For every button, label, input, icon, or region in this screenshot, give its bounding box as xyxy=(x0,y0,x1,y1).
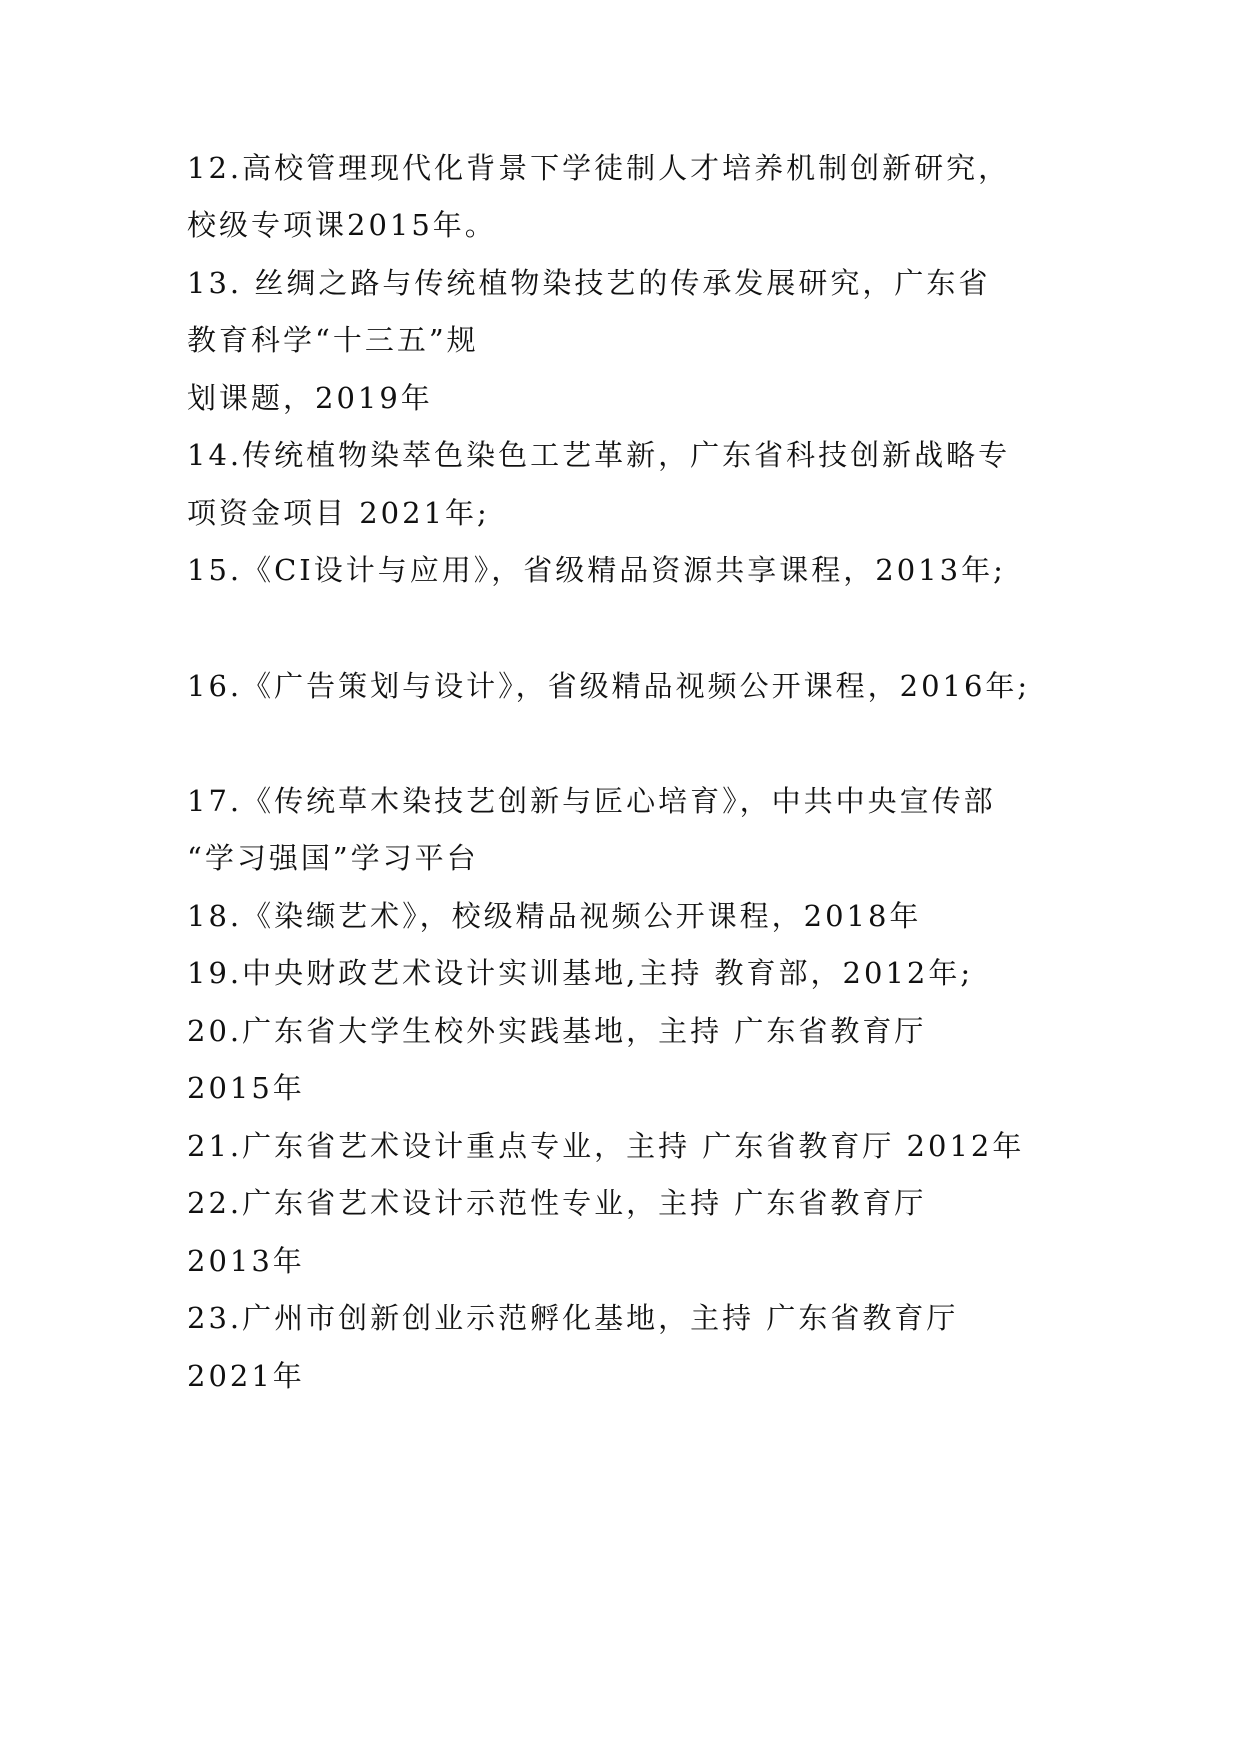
text-line: 12.高校管理现代化背景下学徒制人才培养机制创新研究， xyxy=(187,151,1011,185)
text-line: 20.广东省大学生校外实践基地，主持 广东省教育厅 xyxy=(187,1014,927,1048)
text-line: 13. 丝绸之路与传统植物染技艺的传承发展研究，广东省 xyxy=(187,266,991,300)
text-line: 2021年 xyxy=(187,1359,305,1393)
text-line: 教育科学“十三五”规 xyxy=(187,323,479,357)
text-line: 2015年 xyxy=(187,1071,305,1105)
text-line: “学习强国”学习平台 xyxy=(187,841,479,875)
text-line: 14.传统植物染萃色染色工艺革新，广东省科技创新战略专 xyxy=(187,438,1011,472)
text-line: 22.广东省艺术设计示范性专业，主持 广东省教育厅 xyxy=(187,1186,927,1220)
text-line: 21.广东省艺术设计重点专业，主持 广东省教育厅 2012年 xyxy=(187,1129,1025,1163)
text-line: 19.中央财政艺术设计实训基地,主持 教育部，2012年; xyxy=(187,956,974,990)
text-line: 项资金项目 2021年; xyxy=(187,496,490,530)
text-line: 校级专项课2015年。 xyxy=(187,208,497,242)
text-line: 15.《CI设计与应用》，省级精品资源共享课程，2013年; xyxy=(187,553,1006,587)
text-line: 16.《广告策划与设计》，省级精品视频公开课程，2016年; xyxy=(187,669,1031,703)
text-line: 划课题，2019年 xyxy=(187,381,433,415)
text-line: 18.《染缬艺术》，校级精品视频公开课程，2018年 xyxy=(187,899,922,933)
text-line: 17.《传统草木染技艺创新与匠心培育》，中共中央宣传部 xyxy=(187,784,996,818)
text-line: 23.广州市创新创业示范孵化基地，主持 广东省教育厅 xyxy=(187,1301,959,1335)
text-line: 2013年 xyxy=(187,1244,305,1278)
